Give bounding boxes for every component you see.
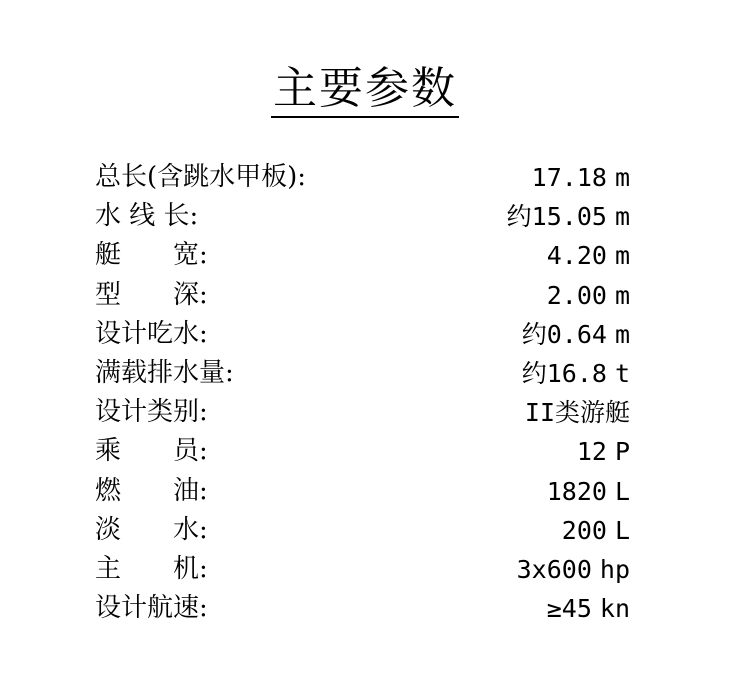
spec-value-container xyxy=(517,550,630,589)
spec-unit: m xyxy=(614,241,630,271)
spec-label: 艇 宽: xyxy=(95,240,208,271)
spec-unit: hp xyxy=(599,554,630,584)
spec-row-main-engine xyxy=(95,550,630,589)
spec-unit: m xyxy=(614,280,630,310)
spec-label: 水 线 长: xyxy=(95,201,199,232)
spec-unit: m xyxy=(614,319,630,349)
spec-unit: m xyxy=(614,163,630,192)
spec-row-design-speed xyxy=(95,589,630,628)
spec-unit: L xyxy=(614,476,630,506)
spec-label: 燃 油: xyxy=(95,475,208,506)
spec-row-depth xyxy=(95,276,630,315)
spec-label: 乘 员: xyxy=(95,436,208,467)
spec-unit: t xyxy=(614,358,630,388)
spec-list xyxy=(95,158,630,628)
spec-value-container xyxy=(562,511,630,550)
spec-value: ≥45 xyxy=(546,594,592,624)
spec-row-fuel xyxy=(95,472,630,511)
spec-value-container xyxy=(547,276,630,315)
spec-value: 12 xyxy=(576,437,607,467)
spec-row-beam xyxy=(95,236,630,275)
spec-value: 200 xyxy=(561,515,607,545)
spec-label: 设计类别: xyxy=(95,397,208,428)
spec-label: 淡 水: xyxy=(95,514,208,545)
spec-label: 型 深: xyxy=(95,279,208,310)
spec-label: 满载排水量: xyxy=(95,357,234,388)
spec-unit: kn xyxy=(599,594,630,624)
spec-value-container xyxy=(547,589,630,628)
spec-value: 1820 xyxy=(546,476,607,506)
page-title: 主要参数 xyxy=(271,62,459,118)
spec-label: 主 机: xyxy=(95,553,208,584)
spec-unit: L xyxy=(614,515,630,545)
spec-row-crew xyxy=(95,432,630,471)
spec-unit: m xyxy=(614,202,630,232)
spec-row-fresh-water xyxy=(95,511,630,550)
spec-row-design-category xyxy=(95,393,630,432)
spec-value-container xyxy=(547,472,630,511)
spec-value-container xyxy=(577,432,630,471)
title-container xyxy=(0,62,730,118)
spec-value-container xyxy=(525,393,630,432)
spec-row-design-draft xyxy=(95,315,630,354)
spec-label: 总长(含跳水甲板): xyxy=(95,162,307,192)
spec-row-displacement xyxy=(95,354,630,393)
spec-value-container xyxy=(507,197,630,236)
spec-value: 约16.8 xyxy=(521,358,607,388)
spec-value-container xyxy=(522,354,630,393)
spec-row-total-length xyxy=(95,158,630,197)
spec-value: 约0.64 xyxy=(521,319,607,349)
spec-value: 4.20 xyxy=(546,241,607,271)
spec-value-container xyxy=(547,236,630,275)
spec-value: II类游艇 xyxy=(524,398,630,428)
spec-label: 设计吃水: xyxy=(95,318,208,349)
spec-value: 2.00 xyxy=(546,280,607,310)
spec-value: 3x600 xyxy=(516,554,592,584)
spec-value-container xyxy=(522,315,630,354)
spec-value: 17.18 xyxy=(531,163,607,192)
spec-row-waterline-length xyxy=(95,197,630,236)
spec-label: 设计航速: xyxy=(95,593,208,624)
spec-unit: P xyxy=(614,437,630,467)
spec-value-container xyxy=(532,158,630,197)
spec-value: 约15.05 xyxy=(506,202,607,232)
